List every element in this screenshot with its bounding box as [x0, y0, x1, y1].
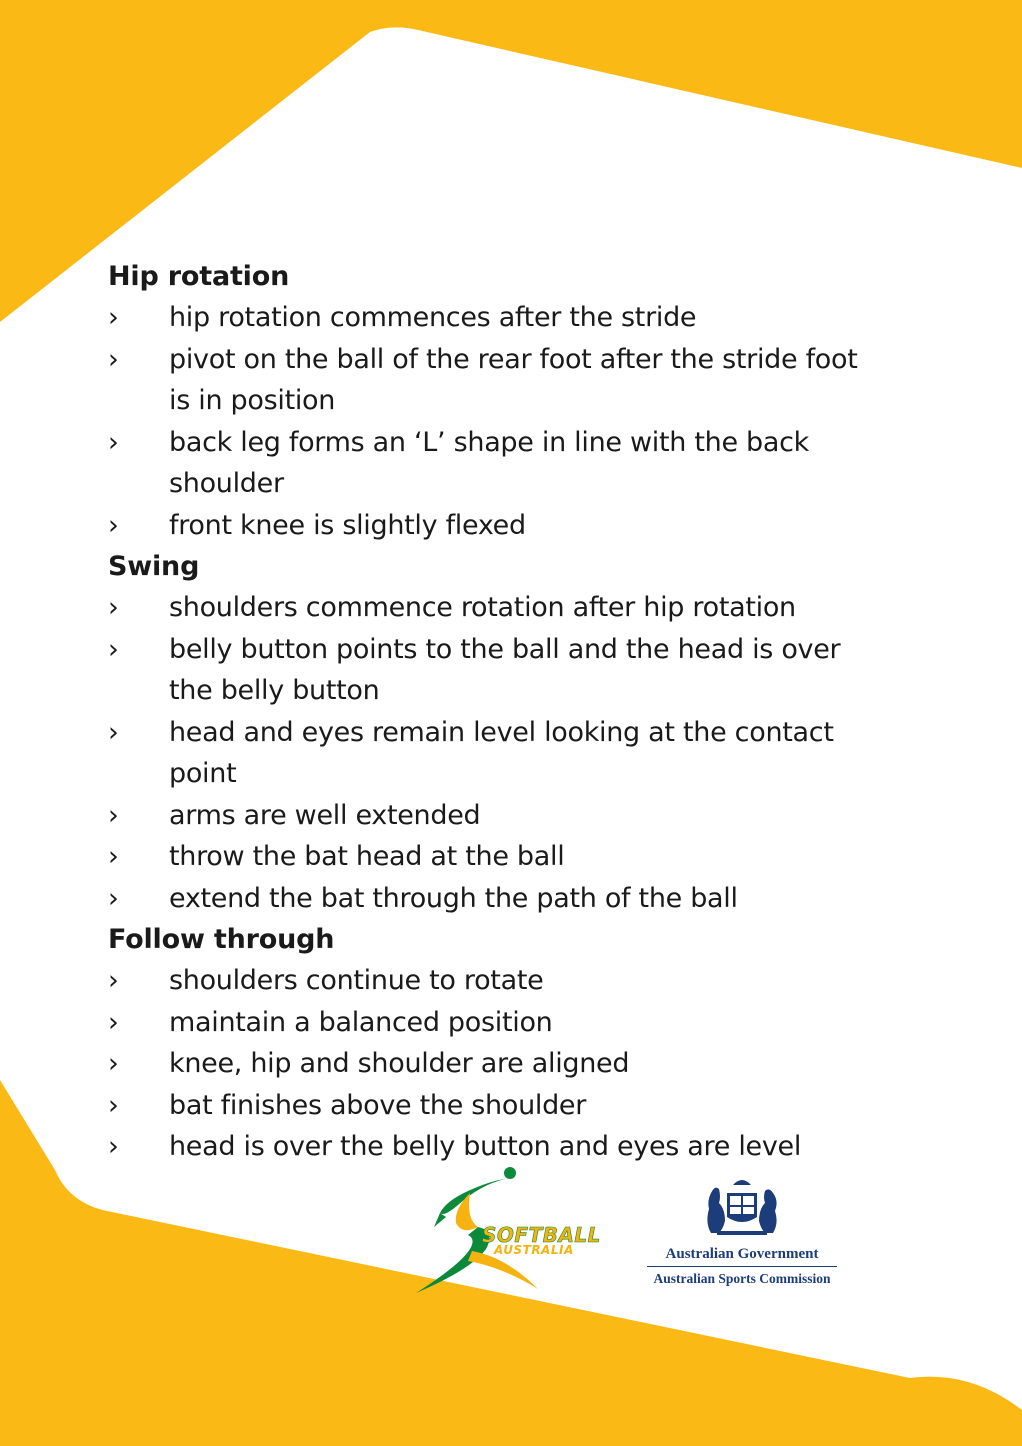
list-item-text: shoulders continue to rotate	[169, 965, 544, 996]
technique-content	[108, 256, 928, 1168]
list-item-text: hip rotation commences after the stride	[169, 302, 697, 333]
list-item-text: head is over the belly button and eyes are level	[169, 1131, 802, 1162]
list-item-text: is in position	[169, 385, 336, 416]
bullet-chevron-icon: ›	[108, 1089, 119, 1121]
list-item	[108, 878, 928, 920]
bullet-list	[108, 297, 928, 546]
australia-logo-text: AUSTRALIA	[494, 1243, 574, 1257]
logos-area	[410, 1165, 850, 1300]
list-item-text: point	[169, 758, 237, 789]
bullet-chevron-icon: ›	[108, 841, 119, 872]
bullet-chevron-icon: ›	[108, 1048, 119, 1079]
list-item-text: extend the bat through the path of the ball	[169, 882, 738, 914]
australian-government-logo	[642, 1173, 842, 1293]
government-name: Australian Government	[665, 1246, 819, 1262]
list-item	[108, 1043, 928, 1085]
bullet-chevron-icon: ›	[108, 965, 119, 996]
list-item	[108, 753, 928, 795]
government-divider	[647, 1266, 837, 1267]
list-item-text: arms are well extended	[169, 799, 481, 831]
bullet-chevron-icon: ›	[108, 592, 119, 623]
list-item-text: shoulder	[169, 468, 284, 499]
bullet-chevron-icon: ›	[108, 1131, 119, 1162]
list-item	[108, 339, 928, 381]
list-item	[108, 960, 928, 1002]
list-item	[108, 380, 928, 422]
list-item-text: back leg forms an ‘L’ shape in line with the back	[169, 426, 809, 458]
bullet-list	[108, 587, 928, 919]
list-item-text: belly button points to the ball and the head is over	[169, 633, 841, 665]
list-item-text: the belly button	[169, 675, 380, 706]
list-item	[108, 1126, 928, 1168]
sports-commission-name: Australian Sports Commission	[653, 1271, 831, 1286]
section-title: Swing	[108, 551, 200, 582]
bullet-chevron-icon: ›	[108, 343, 119, 375]
list-item	[108, 795, 928, 837]
section-title: Follow through	[108, 924, 335, 955]
list-item-text: pivot on the ball of the rear foot after the stride foot	[169, 343, 858, 375]
list-item	[108, 629, 928, 671]
list-item-text: knee, hip and shoulder are aligned	[169, 1048, 630, 1079]
list-item-text: front knee is slightly flexed	[169, 509, 526, 541]
section-title: Hip rotation	[108, 261, 290, 292]
list-item-text: shoulders commence rotation after hip rotation	[169, 592, 796, 623]
bullet-chevron-icon: ›	[108, 716, 119, 748]
list-item-text: maintain a balanced position	[169, 1006, 553, 1038]
bullet-chevron-icon: ›	[108, 509, 119, 541]
softball-logo-text: SOFTBALL	[482, 1223, 601, 1247]
bullet-chevron-icon: ›	[108, 633, 119, 665]
list-item	[108, 422, 928, 464]
list-item	[108, 587, 928, 629]
bullet-chevron-icon: ›	[108, 302, 119, 333]
list-item-text: head and eyes remain level looking at the contact	[169, 716, 834, 748]
bullet-chevron-icon: ›	[108, 882, 119, 914]
list-item	[108, 505, 928, 547]
list-item	[108, 1002, 928, 1044]
bullet-list	[108, 960, 928, 1168]
bullet-chevron-icon: ›	[108, 426, 119, 458]
list-item	[108, 297, 928, 339]
list-item	[108, 712, 928, 754]
list-item	[108, 463, 928, 505]
softball-australia-logo	[410, 1165, 600, 1300]
coat-of-arms-icon	[697, 1173, 787, 1237]
bullet-chevron-icon: ›	[108, 799, 119, 831]
list-item	[108, 670, 928, 712]
list-item	[108, 836, 928, 878]
list-item-text: bat finishes above the shoulder	[169, 1089, 587, 1121]
bullet-chevron-icon: ›	[108, 1006, 119, 1038]
list-item	[108, 1085, 928, 1127]
list-item-text: throw the bat head at the ball	[169, 841, 565, 872]
